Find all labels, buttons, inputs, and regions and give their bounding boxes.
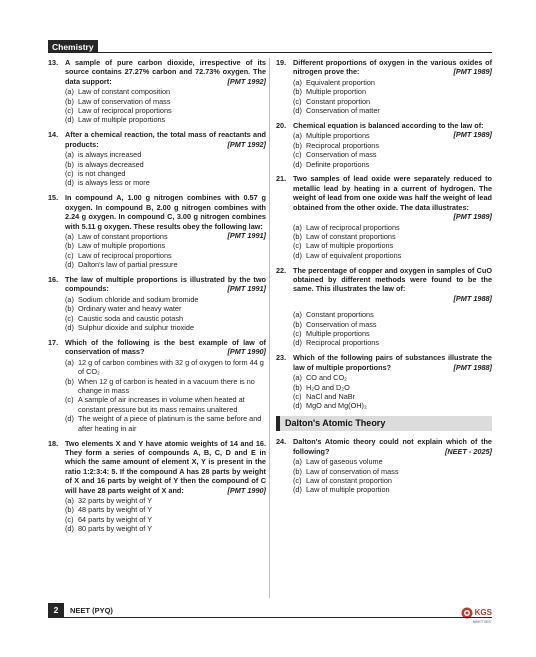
option-text: Conservation of mass: [306, 150, 377, 160]
option: [65, 295, 266, 304]
option-label: (b): [293, 87, 302, 97]
options-list: [65, 295, 266, 333]
option-label: (c): [65, 313, 74, 323]
spacer: [293, 303, 492, 309]
option-label: (c): [65, 395, 74, 405]
option-text: When 12 g of carbon is heated in a vacuum there is no change in mass: [78, 376, 255, 395]
question-24: [276, 437, 492, 494]
option: [293, 78, 492, 87]
option: [65, 524, 266, 533]
question-number: 21.: [276, 174, 287, 184]
option: [65, 232, 223, 241]
option: [293, 251, 492, 260]
option: [65, 241, 266, 250]
question-stem: Which of the following is the best example of law of conservation of mass?: [65, 337, 266, 357]
right-column: [276, 58, 492, 500]
options-list: [293, 373, 492, 411]
option-text: Sodium chloride and sodium bromide: [78, 294, 199, 304]
question-number: 19.: [276, 58, 287, 67]
option-text: Ordinary water and heavy water: [78, 304, 182, 314]
option-text: Equivalent proportion: [306, 77, 375, 87]
question-text: [293, 58, 492, 77]
option-text: 12 g of carbon combines with 32 g of oxygen to form 44 g of CO₂: [78, 357, 264, 377]
question-stem: Two samples of lead oxide were separately reduced to metallic lead by heating in a current of hydrogen. The weight of lead from one oxide was half the weight of lead obtained from the other oxide. The data illustrates:: [293, 174, 492, 212]
question-number: 20.: [276, 120, 287, 130]
option: [293, 150, 492, 159]
question-19: [276, 58, 492, 115]
question-22: [276, 266, 492, 348]
option: [293, 320, 492, 329]
option: [293, 373, 492, 382]
option: [65, 395, 266, 414]
option-text: is always increased: [78, 150, 142, 160]
option-label: (a): [293, 222, 302, 232]
option-text: NaCl and NaBr: [306, 392, 356, 401]
option-label: (b): [65, 505, 74, 515]
option-label: (a): [65, 495, 74, 505]
question-18: [48, 439, 266, 534]
question-stem: The law of multiple proportions is illustrated by the two compounds:: [65, 275, 266, 294]
question-15: [48, 193, 266, 269]
question-text: [65, 58, 266, 86]
option-label: (d): [65, 414, 74, 424]
exam-source: [PMT 1992]: [227, 76, 266, 86]
option: [293, 383, 492, 392]
option-text: 48 parts by weight of Y: [78, 505, 153, 515]
option: [65, 150, 266, 159]
question-text: [293, 174, 492, 221]
section-title: Dalton's Atomic Theory: [285, 418, 386, 429]
exam-source: [PMT 1990]: [227, 347, 266, 357]
option-text: Multiple proportion: [306, 87, 367, 97]
footer-rule: [48, 617, 492, 618]
section-header: [276, 416, 492, 431]
option: [65, 496, 266, 505]
option-text: 32 parts by weight of Y: [78, 495, 153, 505]
logo-subtext: NEET IES: [472, 619, 491, 624]
option: [293, 476, 492, 485]
question-stem: The percentage of copper and oxygen in samples of CuO obtained by different methods were found to be the same. This illustrates the law of:: [293, 265, 492, 294]
section-accent-bar: [276, 416, 280, 431]
options-list: [293, 310, 492, 348]
option-label: (b): [293, 319, 302, 329]
option-label: (a): [293, 131, 302, 141]
option-text: Law of reciprocal proportions: [306, 222, 400, 232]
option-label: (a): [293, 457, 302, 467]
option: [293, 160, 492, 169]
option-text: Law of equivalent proportions: [306, 250, 402, 260]
option-label: (c): [293, 475, 302, 485]
options-list: [65, 358, 266, 433]
options-list: [65, 87, 266, 125]
option-label: (c): [293, 241, 302, 251]
question-13: [48, 58, 266, 125]
option-label: (c): [65, 514, 74, 524]
option-text: Law of multiple proportions: [78, 241, 166, 251]
option-label: (d): [65, 260, 74, 270]
option-text: Multiple proportions: [306, 131, 370, 141]
question-stem: Which of the following pairs of substances illustrate the law of multiple proportions?: [293, 353, 492, 372]
option: [65, 178, 266, 187]
option: [293, 310, 492, 319]
options-list: [65, 496, 266, 534]
option-label: (d): [293, 106, 302, 116]
option-label: (c): [293, 96, 302, 106]
option-label: (b): [65, 376, 74, 386]
question-number: 23.: [276, 353, 287, 363]
option-text: Reciprocal proportions: [306, 338, 380, 348]
question-text: [293, 266, 492, 304]
option: [293, 338, 492, 347]
option: [293, 131, 449, 140]
option-text: Multiple proportions: [306, 329, 370, 339]
option: [293, 329, 492, 338]
option-text: Law of multiple proportion: [306, 485, 390, 495]
question-stem: In compound A, 1.00 g nitrogen combines with 0.57 g oxygen. In compound B, 2.00 g nitrogen combines with 2.24 g oxygen. In compound C, 3.00 g nitrogen combines with 5.11 g oxygen. These results obey the following law:: [65, 193, 266, 231]
option-label: (d): [65, 115, 74, 125]
option-label: (a): [65, 150, 74, 160]
exam-source: [PMT 1989]: [453, 212, 492, 222]
option-text: Law of multiple proportions: [306, 241, 394, 251]
option-label: (a): [293, 310, 302, 320]
question-21: [276, 174, 492, 260]
option-label: (c): [293, 329, 302, 339]
option: [293, 401, 492, 410]
option-label: (c): [293, 150, 302, 160]
option-label: (c): [65, 168, 74, 178]
option-text: Law of constant proportions: [306, 231, 396, 241]
option-text: Law of constant proportions: [78, 231, 168, 241]
option-label: (c): [65, 250, 74, 260]
exam-source: [PMT 1991]: [227, 230, 266, 240]
question-text: [65, 439, 266, 495]
option-text: Law of conservation of mass: [78, 96, 171, 106]
logo-wordmark: [473, 602, 492, 624]
option: [293, 97, 492, 106]
option-label: (b): [293, 382, 302, 392]
option-label: (d): [293, 159, 302, 169]
option: [293, 485, 492, 494]
exam-source: [PMT 1990]: [227, 485, 266, 495]
options-list: [293, 457, 492, 495]
question-number: 22.: [276, 265, 287, 275]
question-text: [65, 130, 266, 149]
option-text: Reciprocal proportions: [306, 140, 380, 150]
option-label: (b): [65, 304, 74, 314]
question-stem: After a chemical reaction, the total mass of reactants and products:: [65, 130, 266, 149]
option-text: is always less or more: [78, 178, 150, 188]
option-label: (d): [65, 178, 74, 188]
question-stem: Dalton's Atomic theory could not explain which of the following?: [293, 437, 492, 456]
question-text: [65, 338, 266, 357]
option-label: (b): [293, 231, 302, 241]
option-label: (b): [293, 140, 302, 150]
option: [293, 241, 492, 250]
options-list: [293, 78, 492, 116]
exam-source: [PMT 1989]: [453, 130, 492, 140]
option-text: Law of conservation of mass: [306, 466, 399, 476]
option-label: (a): [293, 77, 302, 87]
option-label: (d): [293, 250, 302, 260]
option-text: Law of constant composition: [78, 87, 171, 97]
option-text: Caustic soda and caustic potash: [78, 313, 184, 323]
exam-source: [PMT 1989]: [453, 67, 492, 77]
option-text: Law of multiple proportions: [78, 115, 166, 125]
option: [65, 169, 266, 178]
question-text: [293, 437, 492, 456]
option-text: CO and CO₂: [306, 373, 347, 383]
option-label: (a): [65, 294, 74, 304]
option: [65, 314, 266, 323]
option-label: (a): [65, 231, 74, 241]
option-text: 64 parts by weight of Y: [78, 514, 153, 524]
option-text: is not changed: [78, 168, 126, 178]
publisher-logo: [461, 602, 492, 624]
option-text: 80 parts by weight of Y: [78, 524, 153, 534]
option: [293, 232, 492, 241]
subject-tab: Chemistry: [48, 40, 98, 53]
option: [65, 304, 266, 313]
option-label: (d): [293, 485, 302, 495]
question-number: 18.: [48, 438, 59, 448]
option-label: (a): [293, 373, 302, 383]
option-text: A sample of air increases in volume when heated at constant pressure but its mass remains unaltered: [78, 395, 245, 414]
option: [293, 457, 492, 466]
left-column: [48, 58, 266, 539]
option-label: (a): [65, 87, 74, 97]
option: [65, 251, 266, 260]
question-number: 16.: [48, 275, 59, 285]
question-number: 15.: [48, 193, 59, 203]
exam-source: [PMT 1988]: [453, 293, 492, 303]
exam-source: [PMT 1988]: [453, 362, 492, 372]
question-stem: Chemical equation is balanced according to the law of:: [293, 120, 484, 130]
exam-source: [NEET - 2025]: [444, 446, 492, 456]
option-label: (d): [293, 338, 302, 348]
page-number: 2: [48, 603, 64, 617]
option-text: MgO and Mg(OH)₂: [306, 401, 367, 411]
question-stem: A sample of pure carbon dioxide, irrespective of its source contains 27.27% carbon and 72.73% oxygen. The data support:: [65, 58, 266, 86]
footer-label: NEET (PYQ): [70, 605, 113, 615]
option: [65, 160, 266, 169]
option-label: (d): [65, 323, 74, 333]
option-label: (d): [293, 401, 302, 411]
option: [293, 106, 492, 115]
option-label: (c): [293, 392, 302, 401]
option-text: H₂O and D₂O: [306, 382, 350, 392]
option: [293, 141, 492, 150]
question-20: [276, 121, 492, 169]
option-text: Dalton's law of partial pressure: [78, 260, 178, 270]
option-text: Conservation of matter: [306, 106, 380, 116]
option: [65, 115, 266, 124]
option-text: Conservation of mass: [306, 319, 377, 329]
options-list: [65, 150, 266, 188]
option-label: (b): [65, 96, 74, 106]
option: [65, 106, 266, 115]
question-number: 14.: [48, 130, 59, 140]
option: [65, 323, 266, 332]
option-text: Law of gaseous volume: [306, 457, 383, 467]
option-text: Law of constant proportion: [306, 475, 392, 485]
question-text: [65, 275, 266, 294]
page-footer: [48, 603, 492, 624]
exam-source: [PMT 1991]: [227, 284, 266, 294]
question-14: [48, 130, 266, 187]
option-text: Law of reciprocal proportions: [78, 250, 172, 260]
question-16: [48, 275, 266, 332]
options-list: [293, 223, 492, 261]
option-label: (c): [65, 106, 74, 116]
question-17: [48, 338, 266, 433]
option: [65, 515, 266, 524]
logo-text: KGS: [474, 608, 492, 617]
option-label: (b): [65, 159, 74, 169]
question-number: 24.: [276, 437, 287, 447]
option: [65, 97, 266, 106]
option: [65, 260, 266, 269]
question-number: 13.: [48, 58, 59, 67]
option-text: The weight of a piece of platinum is the same before and after heating in air: [78, 414, 262, 433]
option: [65, 414, 266, 433]
option-text: Law of reciprocal proportions: [78, 106, 172, 116]
option: [293, 223, 492, 232]
exam-source: [PMT 1992]: [227, 139, 266, 149]
option: [65, 358, 266, 377]
header-rule: [48, 52, 492, 53]
option-text: Definite proportions: [306, 159, 370, 169]
option-label: (b): [65, 241, 74, 251]
option-text: Constant proportions: [306, 310, 374, 320]
option-label: (b): [293, 466, 302, 476]
option: [65, 87, 266, 96]
option-text: Constant proportion: [306, 96, 371, 106]
option: [65, 505, 266, 514]
option: [65, 377, 266, 396]
option-label: (d): [65, 524, 74, 534]
question-stem: Two elements X and Y have atomic weights of 14 and 16. They form a series of compounds A, B, C, D and E in which the same amount of element X, Y is present in the ratio 1:2:3:4: 5. If the compound A has 28 parts by weight of X and 16 parts by weight of Y then the compound of C will have 28 parts weight of X and:: [65, 438, 266, 495]
option: [293, 392, 492, 401]
option: [293, 467, 492, 476]
option-text: is always decreased: [78, 159, 144, 169]
question-stem: Different proportions of oxygen in the various oxides of nitrogen prove the:: [293, 58, 492, 77]
question-number: 17.: [48, 337, 59, 347]
option-label: (a): [65, 357, 74, 367]
option: [293, 87, 492, 96]
option-text: Sulphur dioxide and sulphur trioxide: [78, 323, 195, 333]
question-23: [276, 353, 492, 410]
column-divider: [269, 58, 270, 598]
question-text: [293, 353, 492, 372]
